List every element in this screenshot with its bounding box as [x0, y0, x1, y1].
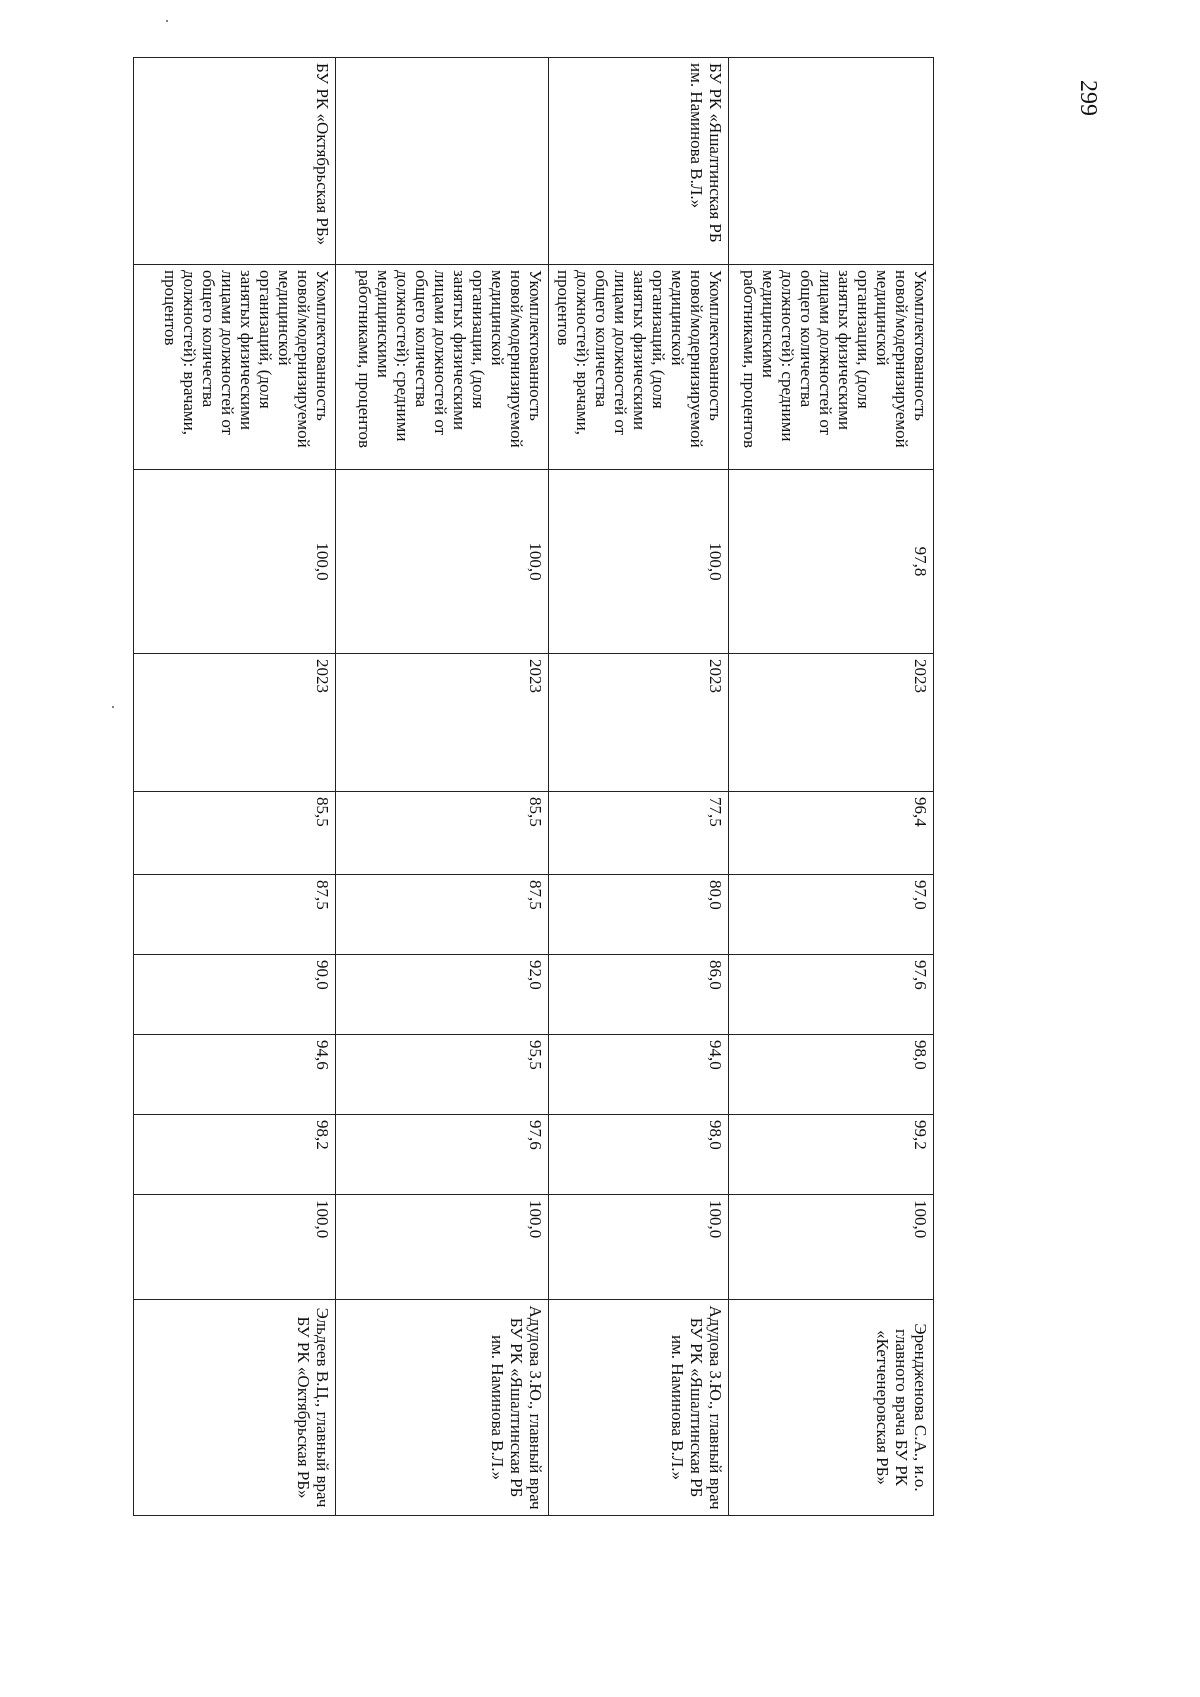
value-cell: 97,6 — [729, 955, 934, 1035]
table-box — [134, 57, 934, 1515]
base-year-cell: 2023 — [729, 654, 934, 792]
base-year-cell: 2023 — [134, 654, 336, 792]
table-row — [336, 58, 549, 1516]
value-cell: 97,6 — [336, 1115, 549, 1195]
responsible-cell: Адудова З.Ю., главный врач БУ РК «Яшалтинская РБ им. Наминова В.Л.» — [549, 1300, 729, 1516]
value-cell: 97,0 — [729, 875, 934, 955]
responsible-cell: Эльдеев В.Ц., главный врач БУ РК «Октябрьская РБ» — [134, 1300, 336, 1516]
value-cell: 87,5 — [336, 875, 549, 955]
rotated-table-container — [134, 57, 934, 1515]
table-row — [134, 58, 336, 1516]
value-cell: 87,5 — [134, 875, 336, 955]
scan-dot — [166, 20, 168, 22]
responsible-cell: Адудова З.Ю., главный врач БУ РК «Яшалтинская РБ им. Наминова В.Л.» — [336, 1300, 549, 1516]
value-cell: 94,0 — [549, 1035, 729, 1115]
value-cell: 100,0 — [336, 1195, 549, 1300]
table-row — [549, 58, 729, 1516]
value-cell: 80,0 — [549, 875, 729, 955]
value-cell: 95,5 — [336, 1035, 549, 1115]
base-value-cell: 97,8 — [729, 470, 934, 654]
value-cell: 100,0 — [729, 1195, 934, 1300]
table-body — [134, 58, 934, 1516]
value-cell: 85,5 — [134, 792, 336, 875]
base-year-cell: 2023 — [336, 654, 549, 792]
value-cell: 90,0 — [134, 955, 336, 1035]
indicator-cell: Укомплектованность новой/модернизируемой медицинской организаций, (доля занятых физическими лицами должностей от общего количества должностей): врачами, процентов — [549, 265, 729, 470]
value-cell: 85,5 — [336, 792, 549, 875]
value-cell: 98,0 — [729, 1035, 934, 1115]
value-cell: 92,0 — [336, 955, 549, 1035]
indicator-cell: Укомплектованность новой/модернизируемой медицинской организации, (доля занятых физическими лицами должностей от общего количества должностей): средними медицинскими работниками, процентов — [729, 265, 934, 470]
value-cell: 98,2 — [134, 1115, 336, 1195]
scan-dot — [112, 706, 114, 708]
value-cell: 94,6 — [134, 1035, 336, 1115]
base-value-cell: 100,0 — [134, 470, 336, 654]
organization-cell — [336, 58, 549, 265]
table-row — [729, 58, 934, 1516]
value-cell: 100,0 — [549, 1195, 729, 1300]
indicators-table — [133, 57, 934, 1516]
value-cell: 98,0 — [549, 1115, 729, 1195]
organization-cell: БУ РК «Октябрьская РБ» — [134, 58, 336, 265]
organization-cell: БУ РК «Яшалтинская РБ им. Наминова В.Л.» — [549, 58, 729, 265]
value-cell: 96,4 — [729, 792, 934, 875]
organization-cell — [729, 58, 934, 265]
value-cell: 99,2 — [729, 1115, 934, 1195]
base-value-cell: 100,0 — [336, 470, 549, 654]
base-year-cell: 2023 — [549, 654, 729, 792]
value-cell: 100,0 — [134, 1195, 336, 1300]
indicator-cell: Укомплектованность новой/модернизируемой медицинской организации, (доля занятых физическими лицами должностей от общего количества должностей): средними медицинскими работниками, процентов — [336, 265, 549, 470]
value-cell: 77,5 — [549, 792, 729, 875]
value-cell: 86,0 — [549, 955, 729, 1035]
page-number: 299 — [1075, 80, 1101, 116]
indicator-cell: Укомплектованность новой/модернизируемой медицинской организаций, (доля занятых физическими лицами должностей от общего количества должностей): врачами, процентов — [134, 265, 336, 470]
responsible-cell: Эренджeнова С.А., и.о. главного врача БУ РК «Кетченеровская РБ» — [729, 1300, 934, 1516]
base-value-cell: 100,0 — [549, 470, 729, 654]
